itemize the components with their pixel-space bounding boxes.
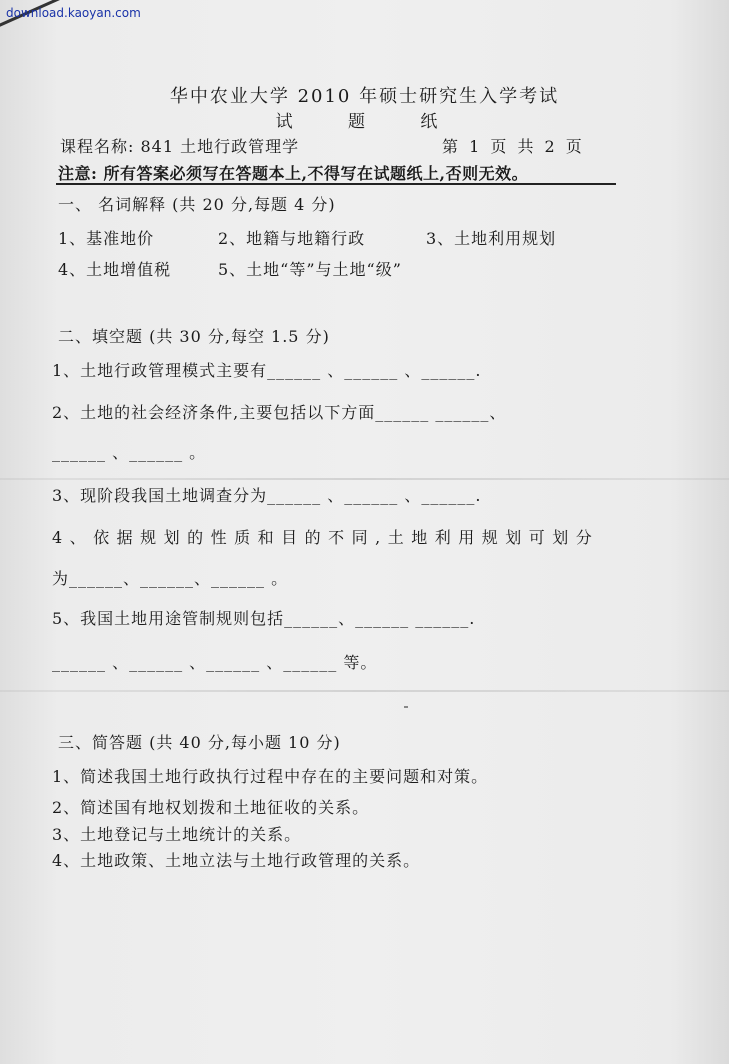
section1-item-5: 5、土地“等”与土地“级” bbox=[218, 260, 402, 279]
section3-q3: 3、土地登记与土地统计的关系。 bbox=[52, 825, 302, 844]
section1-item-4: 4、土地增值税 bbox=[58, 260, 172, 279]
section1-item-2: 2、地籍与地籍行政 bbox=[218, 229, 366, 248]
section2-q2-line2: ______ 、______ 。 bbox=[52, 443, 207, 462]
section2-q1: 1、土地行政管理模式主要有______ 、______ 、______. bbox=[52, 361, 482, 380]
paper-fold bbox=[0, 690, 729, 692]
exam-subtitle: 试 题 纸 bbox=[275, 112, 454, 132]
section3-q4: 4、土地政策、土地立法与土地行政管理的关系。 bbox=[52, 851, 421, 870]
scan-speck bbox=[404, 706, 408, 708]
section2-heading: 二、填空题 (共 30 分,每空 1.5 分) bbox=[58, 327, 330, 346]
notice-text: 注意: 所有答案必须写在答题本上,不得写在试题纸上,否则无效。 bbox=[58, 164, 529, 183]
section2-q5-line2: ______ 、______ 、______ 、______ 等。 bbox=[52, 653, 378, 672]
notice-underline bbox=[56, 183, 616, 185]
course-name: 课程名称: 841 土地行政管理学 bbox=[60, 137, 300, 156]
section2-q5-line1: 5、我国土地用途管制规则包括______、______ ______. bbox=[52, 609, 476, 628]
section3-q2: 2、简述国有地权划拨和土地征收的关系。 bbox=[52, 798, 370, 817]
section2-q2-line1: 2、土地的社会经济条件,主要包括以下方面______ ______、 bbox=[52, 403, 507, 422]
paper-fold bbox=[0, 478, 729, 480]
section1-item-3: 3、土地利用规划 bbox=[426, 229, 557, 248]
page-info: 第 1 页 共 2 页 bbox=[442, 137, 583, 156]
section2-q3: 3、现阶段我国土地调查分为______ 、______ 、______. bbox=[52, 486, 482, 505]
section2-q4-line1: 4、依据规划的性质和目的不同,土地利用规划可划分 bbox=[52, 528, 600, 547]
section3-q1: 1、简述我国土地行政执行过程中存在的主要问题和对策。 bbox=[52, 767, 489, 786]
section3-heading: 三、简答题 (共 40 分,每小题 10 分) bbox=[58, 733, 341, 752]
section2-q4-line2: 为______、______、______ 。 bbox=[52, 569, 289, 588]
watermark-link[interactable]: download.kaoyan.com bbox=[6, 6, 141, 20]
section1-item-1: 1、基准地价 bbox=[58, 229, 155, 248]
exam-title: 华中农业大学 2010 年硕士研究生入学考试 bbox=[169, 86, 560, 107]
section1-heading: 一、 名词解释 (共 20 分,每题 4 分) bbox=[58, 195, 336, 214]
